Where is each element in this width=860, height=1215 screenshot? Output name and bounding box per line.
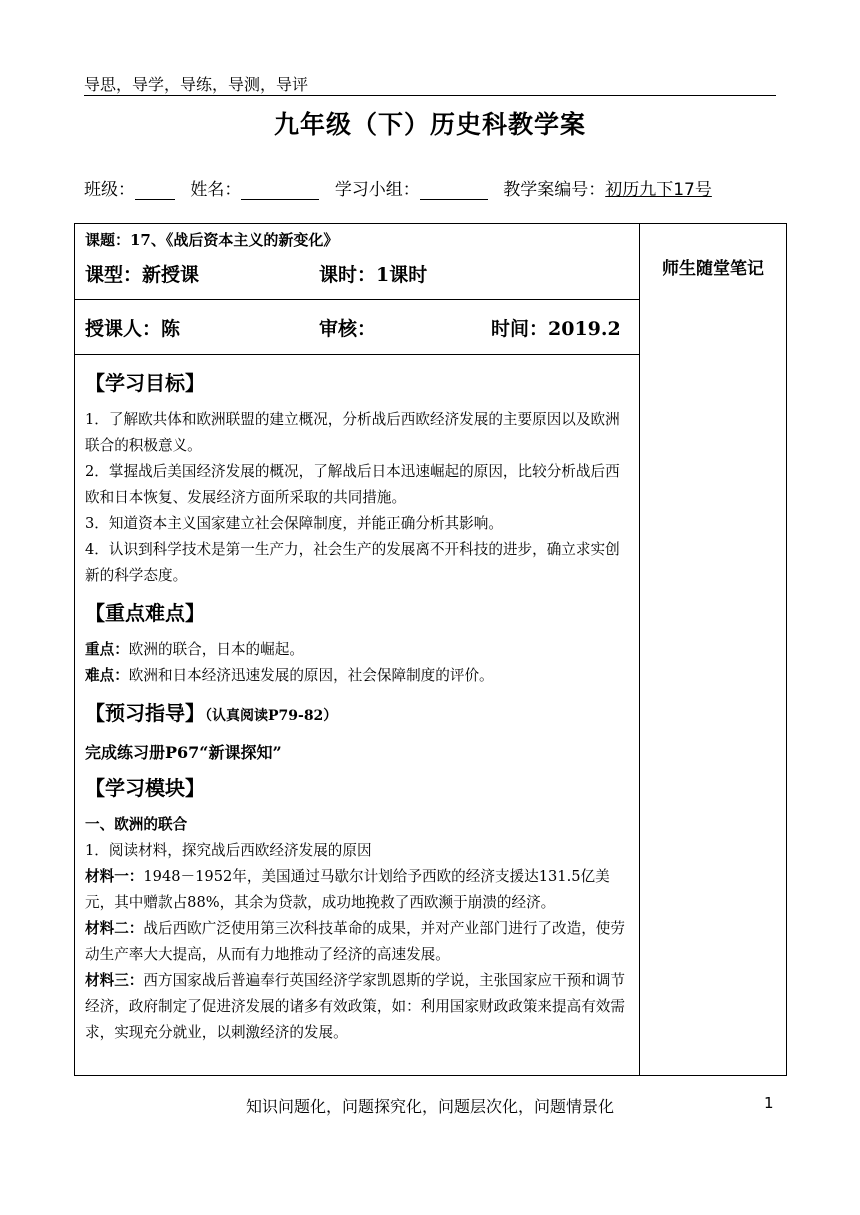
lesson-hours: 课时：1课时 [319,264,428,286]
objective-item: 4．认识到科学技术是第一生产力，社会生产的发展离不开科技的进步，确立求实创新的科学态度。 [85,541,620,584]
objective-item: 2．掌握战后美国经济发展的概况，了解战后日本迅速崛起的原因，比较分析战后西欧和日本恢复、发展经济方面所采取的共同措施。 [85,463,620,506]
name-label: 姓名： [190,180,242,200]
objective-item: 3．知道资本主义国家建立社会保障制度，并能正确分析其影响。 [85,515,503,532]
section-one-title: 一、欧洲的联合 [85,816,188,833]
key-text: 欧洲的联合，日本的崛起。 [128,641,304,658]
content-body [75,355,639,1046]
code-label: 教学案编号： [503,180,606,200]
time-text: 时间：2019.2 [491,318,621,340]
material-three [85,968,631,1046]
teacher-line [75,300,639,354]
code-value: 初历九下17号 [605,180,712,200]
keypoints-heading: 【重点难点】 [85,601,205,625]
page-title: 九年级（下）历史科教学案 [273,110,586,139]
material-three-label: 材料三： [85,972,144,989]
preview-task: 完成练习册P67“新课探知” [85,743,282,762]
name-blank[interactable] [241,181,319,200]
difficult-text: 欧洲和日本经济迅速发展的原因，社会保障制度的评价。 [128,667,494,684]
notes-header: 师生随堂笔记 [662,259,764,279]
material-one-text: 1948－1952年，美国通过马歇尔计划给予西欧的经济支援达131.5亿美元，其中赠款占88%，其余为贷款，成功地挽救了西欧濒于崩溃的经济。 [85,868,610,911]
preview-note: （认真阅读P79-82） [205,708,338,724]
group-blank[interactable] [420,181,488,200]
lesson-table [74,223,787,1076]
lesson-line [75,250,639,290]
notes-column [640,224,787,1076]
info-line [84,175,712,200]
difficult-point [85,663,631,689]
key-point [85,637,631,663]
material-two [85,916,631,968]
footer-text: 知识问题化，问题探究化，问题层次化，问题情景化 [245,1097,614,1116]
group-label: 学习小组： [334,180,420,200]
difficult-label: 难点： [85,667,129,684]
material-two-label: 材料二： [85,920,144,937]
material-one-label: 材料一： [85,868,144,885]
topic-text: 课题：17、《战后资本主义的新变化》 [85,231,339,249]
preview-heading-line [85,697,631,732]
teacher-text: 授课人：陈 [85,318,181,340]
preview-heading: 【预习指导】 [85,701,205,725]
content-cell [75,355,640,1076]
lesson-type: 课型：新授课 [85,264,200,286]
objective-item: 1．了解欧共体和欧洲联盟的建立概况，分析战后西欧经济发展的主要原因以及欧洲联合的积极意义。 [85,411,620,454]
module-heading: 【学习模块】 [85,776,205,800]
material-three-text: 西方国家战后普遍奉行英国经济学家凯恩斯的学说，主张国家应干预和调节经济，政府制定了促进济发展的诸多有效政策，如：利用国家财政政策来提高有效需求，实现充分就业，以刺激经济的发展。 [85,972,625,1041]
page-number: 1 [764,1094,774,1112]
header-rule [84,95,776,96]
objectives-heading: 【学习目标】 [85,371,205,395]
material-one [85,864,631,916]
question-one: 1．阅读材料，探究战后西欧经济发展的原因 [85,842,372,859]
class-blank[interactable] [135,181,175,200]
teacher-cell [75,300,640,355]
material-two-text: 战后西欧广泛使用第三次科技革命的成果，并对产业部门进行了改造，使劳动生产率大大提高，从而有力地推动了经济的高速发展。 [85,920,625,963]
header-text: 导思，导学，导练，导测，导评 [84,75,309,94]
reviewer-text: 审核： [319,318,377,340]
key-label: 重点： [85,641,129,658]
topic-cell [75,224,640,300]
class-label: 班级： [84,180,135,200]
